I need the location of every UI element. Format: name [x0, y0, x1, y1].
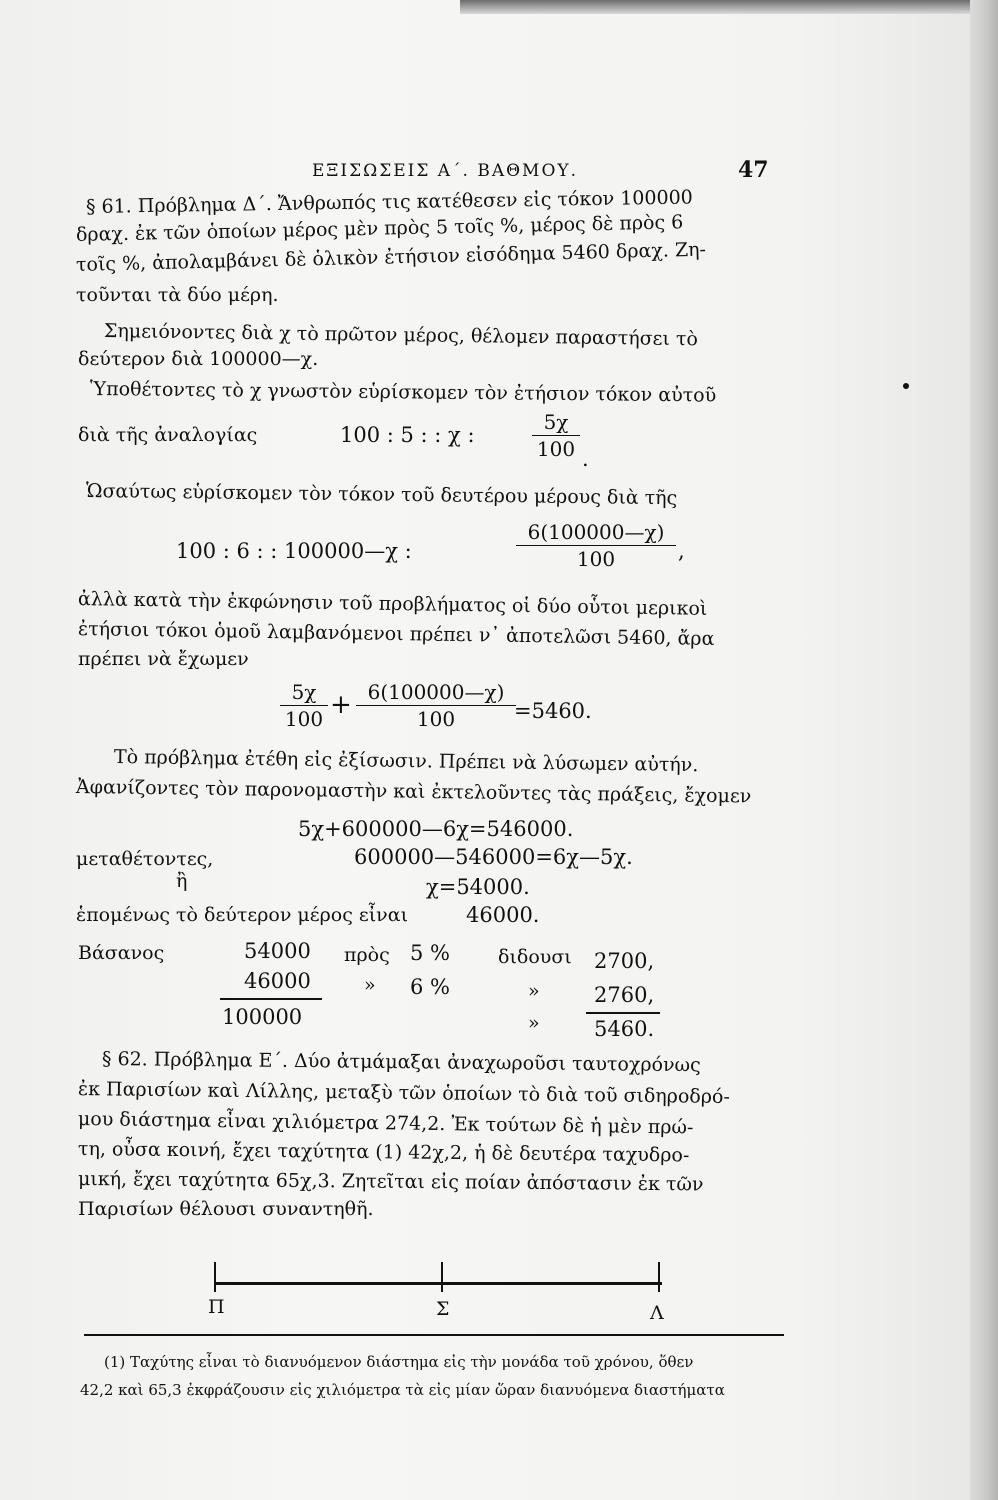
page-top-shadow — [460, 0, 998, 14]
paragraph-solve-2: Ἀφανίζοντες τὸν παρονομαστὴν καὶ ἐκτελοῦντες τὰς πράξεις, ἔχομεν — [75, 776, 752, 808]
fraction-bar — [280, 705, 328, 706]
check-total-verb: » — [528, 1012, 540, 1034]
problem61-line-4: τοῦνται τὰ δύο μέρη. — [76, 284, 279, 306]
paragraph-assume: Ὑποθέτοντες τὸ χ γνωστὸν εὑρίσκομεν τὸν ἐτήσιον τόκον αὐτοῦ — [89, 378, 717, 407]
check-row2-pros: » — [364, 974, 376, 996]
check-row1-result: 2700, — [594, 949, 655, 973]
check-row1-rate: 5 % — [410, 941, 450, 965]
proportion2-comma: , — [678, 539, 685, 563]
footnote-line-2: 42,2 καὶ 65,3 ἐκφράζουσιν εἰς χιλιόμετρα τὰ εἰς μίαν ὥραν διανυόμενα διαστήματα — [80, 1381, 725, 1399]
label-lille: Λ — [650, 1302, 664, 1324]
check-total-amount: 100000 — [222, 1005, 303, 1029]
paragraph-statement-3: πρέπει νὰ ἔχωμεν — [78, 648, 249, 670]
problem62-line-2: ἐκ Παρισίων καὶ Λίλλης, μεταξὺ τῶν ὁποίων τὸ διὰ τοῦ σιδηροδρό- — [77, 1078, 730, 1108]
equation-step-3: χ=54000. — [426, 875, 530, 899]
equation-fraction-1 — [280, 680, 328, 731]
fraction-bar — [356, 705, 516, 706]
check-row1-pros: πρὸς — [344, 944, 390, 966]
check-row1-verb: διδουσι — [498, 946, 572, 968]
problem62-line-3: μου διάστημα εἶναι χιλιόμετρα 274,2. Ἐκ τούτων δὲ ἡ μὲν πρώ- — [77, 1108, 694, 1139]
proportion1-lhs: 100 : 5 : : χ : — [340, 423, 475, 447]
problem62-line-5: μική, ἔχει ταχύτητα 65χ,3. Ζητεῖται εἰς ποίαν ἀπόστασιν ἐκ τῶν — [77, 1168, 704, 1196]
check-row2-rate: 6 % — [410, 975, 450, 999]
tick-paris — [214, 1262, 216, 1292]
conclusion-value: 46000. — [466, 903, 540, 927]
tick-lille — [658, 1262, 660, 1292]
sum-line-left — [220, 998, 322, 1000]
label-or: ἢ — [176, 870, 188, 892]
proportion1-numerator: 5χ — [543, 410, 569, 434]
check-total-result: 5460. — [594, 1017, 655, 1041]
page-number: 47 — [738, 157, 769, 183]
problem61-line-3: τοῖς %, ἀπολαμβάνει δὲ ὁλικὸν ἐτήσιον εἰσόδημα 5460 δραχ. Ζη- — [75, 238, 707, 276]
paragraph-statement-1: ἀλλὰ κατὰ τὴν ἐκφώνησιν τοῦ προβλήματος οἱ δύο οὗτοι μερικοὶ — [77, 588, 708, 620]
paragraph-notation-2: δεύτερον διὰ 100000—χ. — [78, 348, 319, 370]
check-row1-amount: 54000 — [244, 939, 311, 963]
check-row2-result: 2760, — [594, 983, 655, 1007]
equation-denominator-2: 100 — [416, 707, 456, 731]
footnote-line-1: (1) Ταχύτης εἶναι τὸ διανυόμενον διάστημα εἰς τὴν μονάδα τοῦ χρόνου, ὅθεν — [104, 1353, 694, 1371]
railway-line — [214, 1282, 662, 1285]
paragraph-statement-2: ἐτήσιοι τόκοι ὁμοῦ λαμβανόμενοι πρέπει ν᾽ ἀποτελῶσι 5460, ἄρα — [77, 618, 715, 650]
running-header: ΕΞΙΣΩΣΕΙΣ Α΄. ΒΑΘΜΟΥ. — [312, 161, 579, 181]
equation-step-2: 600000—546000=6χ—5χ. — [354, 845, 633, 869]
fraction-bar — [516, 545, 676, 546]
equation-numerator-1: 5χ — [291, 680, 317, 704]
label-transposing: μεταθέτοντες, — [76, 848, 214, 870]
tick-meeting-point — [441, 1262, 443, 1292]
paragraph-likewise: Ὡσαύτως εὑρίσκομεν τὸν τόκον τοῦ δευτέρου μέρους διὰ τῆς — [85, 480, 678, 510]
equation-fraction-2 — [356, 680, 516, 731]
proportion2-lhs: 100 : 6 : : 100000—χ : — [176, 539, 412, 563]
proportion1-fraction — [532, 410, 580, 461]
problem62-line-1: § 62. Πρόβλημα Ε΄. Δύο ἀτμάμαξαι ἀναχωροῦσι ταυτοχρόνως — [101, 1048, 701, 1077]
label-paris: Π — [208, 1296, 225, 1318]
check-label: Βάσανος — [78, 942, 165, 964]
proportion2-numerator: 6(100000—χ) — [527, 520, 665, 544]
footnote-rule — [84, 1334, 784, 1336]
fraction-bar — [532, 435, 580, 436]
proportion-label: διὰ τῆς ἀναλογίας — [78, 424, 258, 446]
equation-plus: + — [330, 690, 352, 720]
check-row2-verb: » — [528, 980, 540, 1002]
paragraph-solve-1: Τὸ πρόβλημα ἐτέθη εἰς ἐξίσωσιν. Πρέπει νὰ λύσωμεν αὐτήν. — [113, 746, 699, 777]
check-row2-amount: 46000 — [244, 969, 311, 993]
label-meeting-point: Σ — [436, 1298, 450, 1320]
equation-numerator-2: 6(100000—χ) — [367, 680, 505, 704]
proportion1-denominator: 100 — [536, 437, 576, 461]
problem61-line-1: § 61. Πρόβλημα Δ΄. Ἄνθρωπός τις κατέθεσεν εἰς τόκον 100000 — [85, 186, 693, 218]
equation-rhs: =5460. — [514, 699, 592, 723]
proportion1-period: . — [582, 447, 589, 471]
sum-line-right — [586, 1012, 660, 1014]
problem62-line-6: Παρισίων θέλουσι συναντηθῆ. — [78, 1198, 374, 1220]
page-edge — [970, 0, 998, 1500]
paragraph-notation-1: Σημειόνοντες διὰ χ τὸ πρῶτον μέρος, θέλομεν παραστήσει τὸ — [103, 320, 699, 351]
ink-speck — [903, 383, 909, 389]
proportion2-denominator: 100 — [576, 547, 616, 571]
problem61-line-2: δραχ. ἐκ τῶν ὁποίων μέρος μὲν πρὸς 5 τοῖς %, μέρος δὲ πρὸς 6 — [75, 211, 684, 246]
equation-step-1: 5χ+600000—6χ=546000. — [298, 817, 574, 841]
equation-denominator-1: 100 — [284, 707, 324, 731]
conclusion-text: ἑπομένως τὸ δεύτερον μέρος εἶναι — [76, 904, 409, 926]
problem62-line-4: τη, οὖσα κοινή, ἔχει ταχύτητα (1) 42χ,2, ἡ δὲ δευτέρα ταχυδρο- — [77, 1138, 690, 1167]
proportion2-fraction — [516, 520, 676, 571]
